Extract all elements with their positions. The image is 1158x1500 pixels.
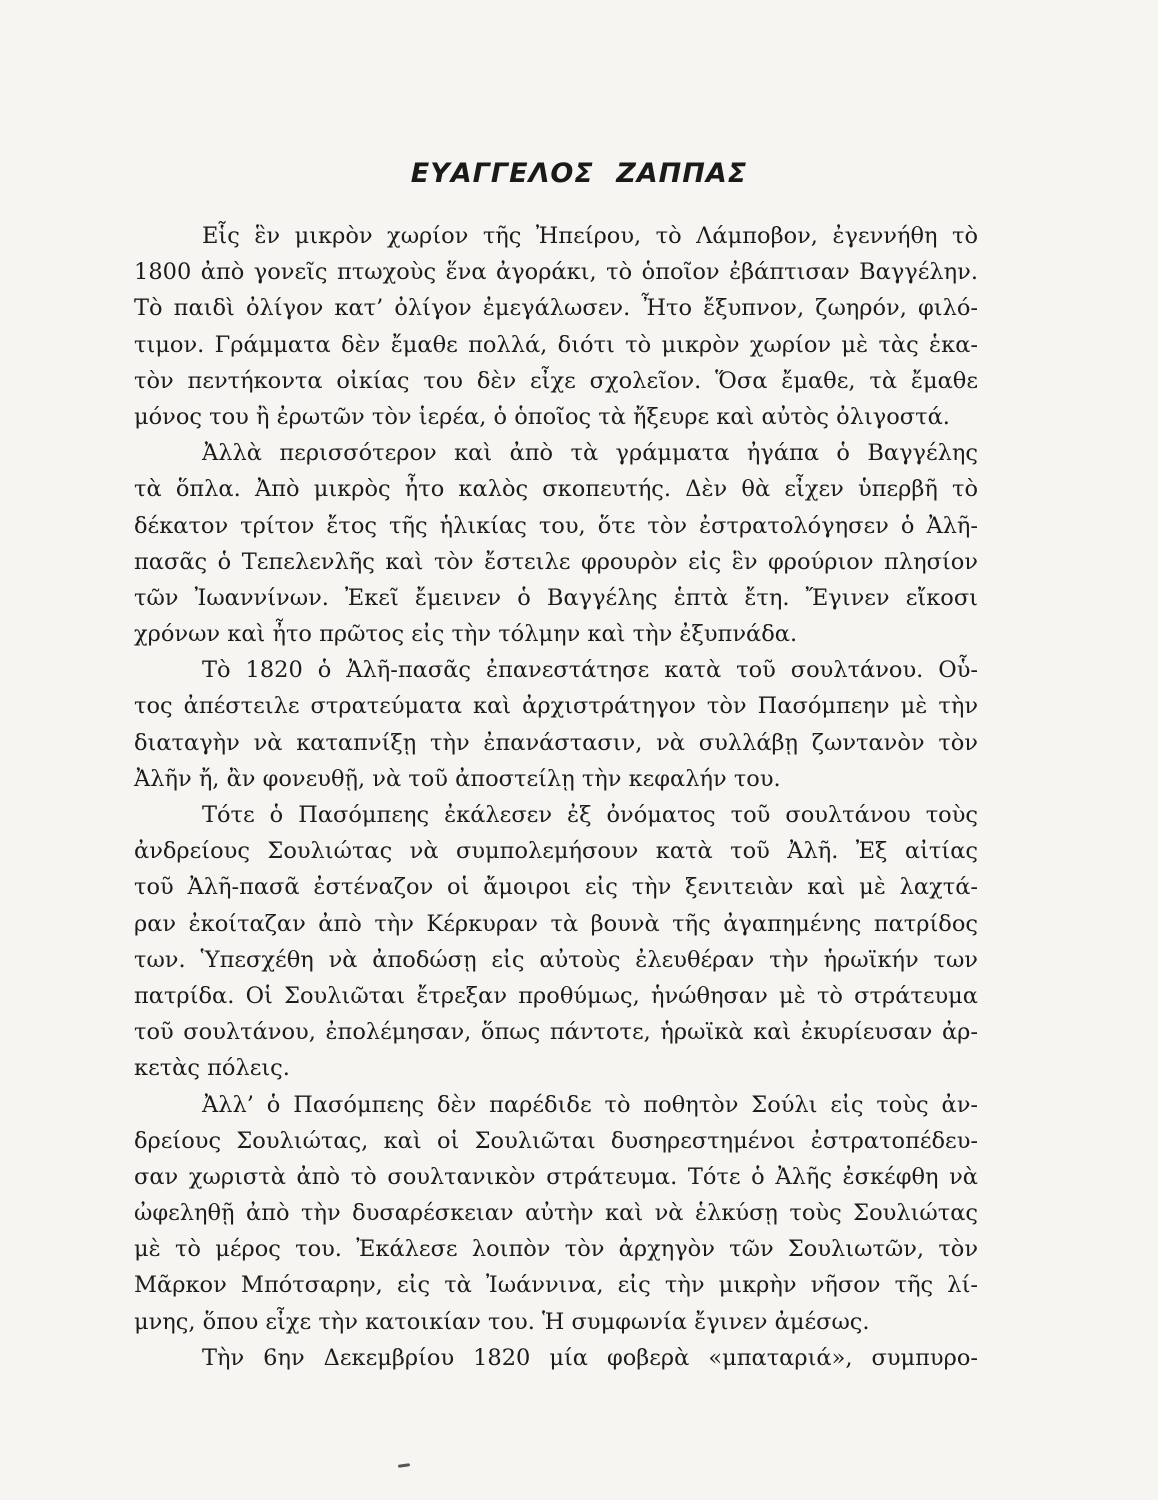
text-line: τοῦ σουλτάνου, ἐπολέμησαν, ὅπως πάντοτε, ἡρωϊκὰ καὶ ἐκυρίευσαν ἀρ- (134, 1019, 978, 1046)
text-line: Τὸ παιδὶ ὀλίγον κατ’ ὀλίγον ἐμεγάλωσεν. Ἦτο ἔξυπνον, ζωηρόν, φιλό- (134, 295, 978, 322)
ink-mark (398, 1463, 410, 1468)
text-line: τῶν Ἰωαννίνων. Ἐκεῖ ἔμεινεν ὁ Βαγγέλης ἑπτὰ ἔτη. Ἔγινεν εἴκοσι (134, 584, 978, 611)
text-line: πατρίδα. Οἱ Σουλιῶται ἔτρεξαν προθύμως, ἡνώθησαν μὲ τὸ στράτευμα (134, 982, 978, 1009)
text-line: τιμον. Γράμματα δὲν ἔμαθε πολλά, διότι τὸ μικρὸν χωρίον μὲ τὰς ἑκα- (134, 331, 978, 358)
text-line: Ἀλῆν ἤ, ἂν φονευθῇ, νὰ τοῦ ἀποστείλῃ τὴν κεφαλήν του. (134, 765, 781, 792)
text-line: κετὰς πόλεις. (134, 1055, 290, 1082)
text-line: Τὴν 6ην Δεκεμβρίου 1820 μία φοβερὰ «μπαταριά», συμπυρο- (202, 1344, 978, 1371)
text-line: τος ἀπέστειλε στρατεύματα καὶ ἀρχιστράτηγον τὸν Πασόμπεην μὲ τὴν (134, 693, 978, 720)
text-line: 1800 ἀπὸ γονεῖς πτωχοὺς ἕνα ἀγοράκι, τὸ ὁποῖον ἐβάπτισαν Βαγγέλην. (134, 259, 978, 286)
text-line: δέκατον τρίτον ἔτος τῆς ἡλικίας του, ὅτε τὸν ἐστρατολόγησεν ὁ Ἀλῆ- (134, 512, 978, 539)
page-title: ΕΥΑΓΓΕΛΟΣ ΖΑΠΠΑΣ (410, 158, 748, 189)
text-line: τὰ ὅπλα. Ἀπὸ μικρὸς ἦτο καλὸς σκοπευτής. Δὲν θὰ εἶχεν ὑπερβῆ τὸ (134, 476, 978, 503)
text-line: τὸν πεντήκοντα οἰκίας του δὲν εἶχε σχολεῖον. Ὅσα ἔμαθε, τὰ ἔμαθε (134, 367, 978, 394)
text-line: διαταγὴν νὰ καταπνίξῃ τὴν ἐπανάστασιν, νὰ συλλάβῃ ζωντανὸν τὸν (134, 729, 978, 756)
text-line: Εἷς ἓν μικρὸν χωρίον τῆς Ἠπείρου, τὸ Λάμποβον, ἐγεννήθη τὸ (202, 223, 978, 249)
text-line: ὠφεληθῇ ἀπὸ τὴν δυσαρέσκειαν αὐτὴν καὶ νὰ ἑλκύσῃ τοὺς Σουλιώτας (134, 1200, 978, 1227)
text-line: μόνος του ἢ ἐρωτῶν τὸν ἱερέα, ὁ ὁποῖος τὰ ἤξευρε καὶ αὐτὸς ὀλιγοστά. (134, 403, 950, 430)
text-line: πασᾶς ὁ Τεπελενλῆς καὶ τὸν ἔστειλε φρουρὸν εἰς ἓν φρούριον πλησίον (134, 548, 978, 575)
text-line: των. Ὑπεσχέθη νὰ ἀποδώσῃ εἰς αὐτοὺς ἐλευθέραν τὴν ἡρωϊκήν των (134, 946, 978, 973)
text-line: ἀνδρείους Σουλιώτας νὰ συμπολεμήσουν κατὰ τοῦ Ἀλῆ. Ἐξ αἰτίας (134, 838, 978, 865)
body-text (134, 218, 978, 1376)
text-line: χρόνων καὶ ἦτο πρῶτος εἰς τὴν τόλμην καὶ τὴν ἐξυπνάδα. (134, 621, 798, 648)
text-line: τοῦ Ἀλῆ-πασᾶ ἐστέναζον οἱ ἄμοιροι εἰς τὴν ξενιτειὰν καὶ μὲ λαχτά- (134, 874, 978, 901)
text-line: μὲ τὸ μέρος του. Ἐκάλεσε λοιπὸν τὸν ἀρχηγὸν τῶν Σουλιωτῶν, τὸν (134, 1236, 978, 1263)
text-line: ραν ἐκοίταζαν ἀπὸ τὴν Κέρκυραν τὰ βουνὰ τῆς ἀγαπημένης πατρίδος (134, 910, 978, 937)
text-line: Μᾶρκον Μπότσαρην, εἰς τὰ Ἰωάννινα, εἰς τὴν μικρὴν νῆσον τῆς λί- (134, 1272, 978, 1299)
text-line: Ἀλλὰ περισσότερον καὶ ἀπὸ τὰ γράμματα ἠγάπα ὁ Βαγγέλης (202, 440, 978, 467)
text-line: σαν χωριστὰ ἀπὸ τὸ σουλτανικὸν στράτευμα. Τότε ὁ Ἀλῆς ἐσκέφθη νὰ (134, 1163, 978, 1190)
text-line: μνης, ὅπου εἶχε τὴν κατοικίαν του. Ἡ συμφωνία ἔγινεν ἀμέσως. (134, 1308, 870, 1335)
text-line: Τότε ὁ Πασόμπεης ἐκάλεσεν ἐξ ὀνόματος τοῦ σουλτάνου τοὺς (202, 802, 978, 828)
text-line: Ἀλλ’ ὁ Πασόμπεης δὲν παρέδιδε τὸ ποθητὸν Σούλι εἰς τοὺς ἀν- (202, 1091, 978, 1118)
text-line: δρείους Σουλιώτας, καὶ οἱ Σουλιῶται δυσηρεστημένοι ἐστρατοπέδευ- (134, 1127, 978, 1154)
text-line: Τὸ 1820 ὁ Ἀλῆ-πασᾶς ἐπανεστάτησε κατὰ τοῦ σουλτάνου. Οὗ- (202, 657, 978, 684)
